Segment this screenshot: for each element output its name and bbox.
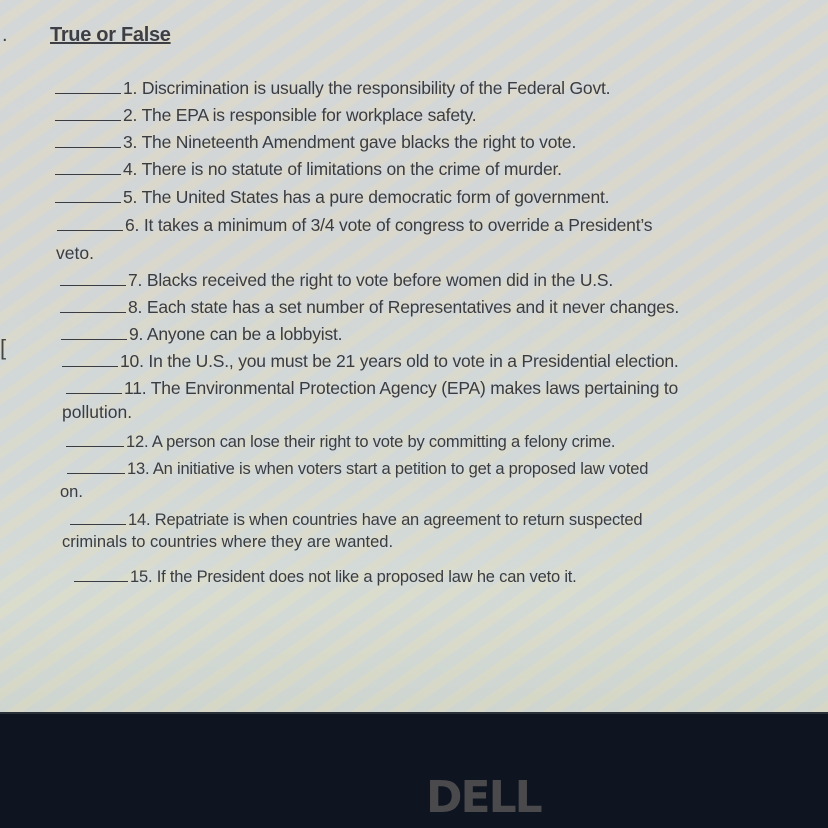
question-6: 6. It takes a minimum of 3/4 vote of congress to override a President’s [57,215,652,236]
question-4: 4. There is no statute of limitations on the crime of murder. [55,159,562,180]
answer-blank-11[interactable] [66,379,122,394]
question-14-continuation: criminals to countries where they are wanted. [62,533,394,551]
answer-blank-8[interactable] [60,298,126,313]
answer-blank-13[interactable] [67,459,125,474]
monitor-bezel [0,714,828,828]
answer-blank-6[interactable] [57,216,123,231]
question-13: 13. An initiative is when voters start a petition to get a proposed law voted [67,459,648,479]
question-9: 9. Anyone can be a lobbyist. [61,324,342,345]
answer-blank-3[interactable] [55,133,121,148]
bracket-mark: [ [0,335,7,360]
question-10: 10. In the U.S., you must be 21 years old to vote in a Presidential election. [62,351,679,372]
question-11-continuation: pollution. [62,402,133,422]
answer-blank-4[interactable] [55,160,121,175]
answer-blank-15[interactable] [74,567,128,582]
page-title: True or False [50,24,171,46]
answer-blank-1[interactable] [55,79,121,94]
answer-blank-12[interactable] [66,432,124,447]
question-5: 5. The United States has a pure democratic form of government. [55,187,609,208]
question-2: 2. The EPA is responsible for workplace safety. [55,105,476,126]
question-7: 7. Blacks received the right to vote before women did in the U.S. [60,270,613,291]
answer-blank-2[interactable] [55,106,121,121]
answer-blank-10[interactable] [62,352,118,367]
question-3: 3. The Nineteenth Amendment gave blacks the right to vote. [55,132,576,153]
answer-blank-5[interactable] [55,188,121,203]
bullet-mark: . [2,24,8,46]
question-6-continuation: veto. [56,243,94,263]
question-1: 1. Discrimination is usually the responsibility of the Federal Govt. [55,78,610,99]
question-12: 12. A person can lose their right to vote by committing a felony crime. [66,432,615,452]
question-14: 14. Repatriate is when countries have an agreement to return suspected [70,510,642,530]
answer-blank-9[interactable] [61,325,127,340]
question-8: 8. Each state has a set number of Representatives and it never changes. [60,297,679,318]
question-11: 11. The Environmental Protection Agency (EPA) makes laws pertaining to [66,378,678,399]
answer-blank-7[interactable] [60,271,126,286]
question-13-continuation: on. [60,483,83,501]
dell-logo: DELL [426,772,541,823]
question-15: 15. If the President does not like a proposed law he can veto it. [74,567,577,587]
answer-blank-14[interactable] [70,510,126,525]
